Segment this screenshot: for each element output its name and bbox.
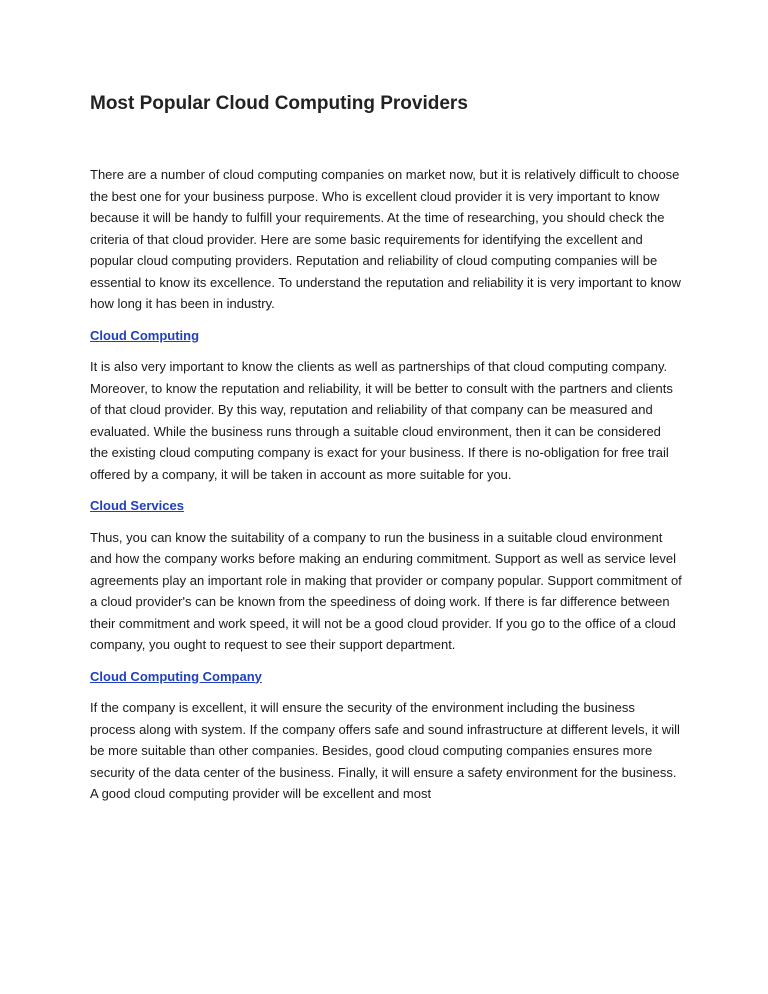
document-body <box>90 164 682 815</box>
cloud-services-link[interactable]: Cloud Services <box>90 498 184 513</box>
suitability-paragraph: Thus, you can know the suitability of a company to run the business in a suitable cloud environment and how the company works before making an enduring commitment. Support as well as service level agreements play an important role in making that provider or company popular. Support commitment of a cloud provider's can be known from the speediness of doing work. If there is far difference between their commitment and work speed, it will not be a good cloud provider. If you go to the office of a cloud company, you ought to request to see their support department. <box>90 529 682 652</box>
cloud-services-link-row <box>90 495 682 517</box>
security-paragraph: If the company is excellent, it will ensure the security of the environment including the business process along with system. If the company offers safe and sound infrastructure at different levels, it will be more suitable than other companies. Besides, good cloud computing companies ensures more security of the data center of the business. Finally, it will ensure a safety environment for the business. A good cloud computing provider will be excellent and most <box>90 700 680 801</box>
cloud-computing-company-link[interactable]: Cloud Computing Company <box>90 668 262 684</box>
cloud-computing-link-row <box>90 325 682 347</box>
intro-paragraph: There are a number of cloud computing companies on market now, but it is relatively difficult to choose the best one for your business purpose. Who is excellent cloud provider it is very important to know because it will be handy to fulfill your requirements. At the time of researching, you should check the criteria of that cloud provider. Here are some basic requirements for identifying the excellent and popular cloud computing providers. Reputation and reliability of cloud computing companies will be essential to know its excellence. To understand the reputation and reliability it is very important to know how long it has been in industry. <box>90 167 681 311</box>
cloud-computing-company-link-row <box>90 666 682 688</box>
cloud-computing-link[interactable]: Cloud Computing <box>90 327 200 343</box>
document-title: Most Popular Cloud Computing Providers <box>90 93 468 114</box>
clients-paragraph: It is also very important to know the clients as well as partnerships of that cloud computing company. Moreover, to know the reputation and reliability, it will be better to consult with the partners and clients of that cloud provider. By this way, reputation and reliability of that company can be measured and evaluated. While the business runs through a suitable cloud environment, then it can be considered the existing cloud computing company is exact for your business. If there is no-obligation for free trail offered by a company, it will be taken in account as more suitable for you. <box>90 359 673 482</box>
